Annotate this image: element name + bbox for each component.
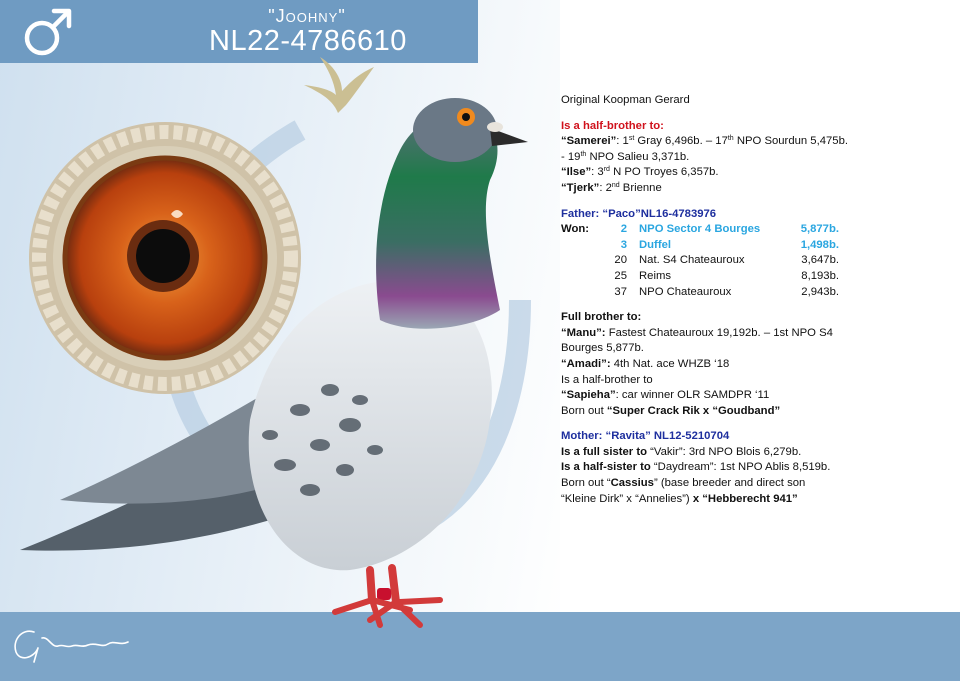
sibling-name: “Sapieha” (561, 389, 616, 402)
table-row: Won: 2 NPO Sector 4 Bourges 5,877b. (561, 223, 839, 236)
father-heading: Father: “Paco”NL16-4783976 (561, 207, 717, 220)
table-row: 25 Reims 8,193b. (614, 269, 839, 282)
full-brother-line-4: Is a half-brother to (561, 373, 653, 386)
full-brother-line-5: “Sapieha”: car winner OLR SAMDPR ‘11 (561, 389, 770, 402)
half-brother-line-2: - 19th NPO Salieu 3,371b. (561, 150, 690, 163)
table-row: 20 Nat. S4 Chateauroux 3,647b. (614, 254, 839, 267)
full-brother-line-6: Born out “Super Crack Rik x “Goudband” (561, 404, 781, 417)
pigeon-name: "Joohny" (268, 6, 346, 26)
half-brother-heading: Is a half-brother to: (561, 119, 664, 132)
sibling-name: “Manu”: (561, 326, 606, 339)
full-brother-line-2: Bourges 5,877b. (561, 342, 644, 355)
sibling-name: “Amadi”: (561, 357, 611, 370)
header-banner (0, 0, 478, 63)
full-brother-heading: Full brother to: (561, 311, 642, 324)
sibling-name: “Samerei” (561, 135, 617, 148)
won-label: Won: (561, 223, 590, 236)
sibling-name: “Tjerk” (561, 181, 600, 194)
sibling-name: “Ilse” (561, 166, 592, 179)
half-brother-line-3: “Ilse”: 3rd N PO Troyes 6,357b. (561, 166, 719, 179)
full-brother-line-3: “Amadi”: 4th Nat. ace WHZB ‘18 (561, 357, 730, 370)
mother-line-3: Born out “Cassius” (base breeder and direct son (561, 477, 806, 490)
koopman-signature-logo (8, 618, 138, 668)
origin-line: Original Koopman Gerard (561, 94, 690, 106)
half-brother-line-4: “Tjerk”: 2nd Brienne (561, 181, 662, 194)
father-results-table (561, 222, 839, 300)
table-row: 37 NPO Chateauroux 2,943b. (614, 285, 839, 298)
half-brother-line-1: “Samerei”: 1st Gray 6,496b. – 17th NPO Sourdun 5,475b. (561, 135, 849, 148)
male-symbol-icon (18, 4, 76, 62)
mother-line-1: Is a full sister to “Vakir”: 3rd NPO Blois 6,279b. (561, 445, 802, 458)
full-brother-line-1: “Manu”: Fastest Chateauroux 19,192b. – 1st NPO S4 (561, 326, 833, 339)
mother-heading: Mother: “Ravita” NL12-5210704 (561, 430, 730, 443)
pedigree-info (561, 93, 951, 507)
pigeon-photo (0, 80, 560, 640)
table-row: 3 Duffel 1,498b. (620, 238, 839, 251)
ring-number: NL22-4786610 (209, 25, 407, 57)
mother-line-4: “Kleine Dirk” x “Annelies”) x “Hebberecht 941” (561, 492, 798, 505)
mother-line-2: Is a half-sister to “Daydream”: 1st NPO Ablis 8,519b. (561, 461, 831, 474)
